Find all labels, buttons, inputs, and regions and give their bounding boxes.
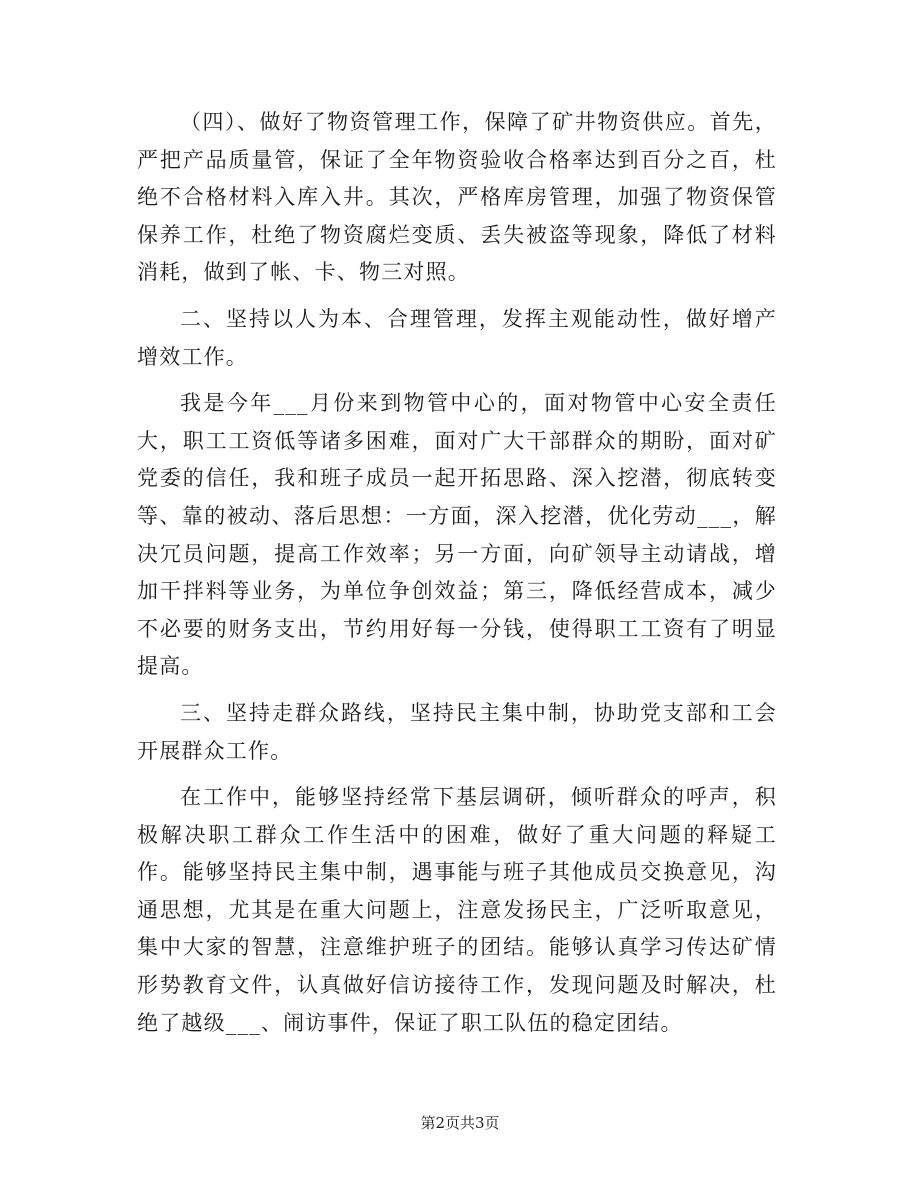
page-number-indicator: 第2页共3页 [420, 1114, 500, 1132]
page-footer [0, 1112, 920, 1134]
document-body [137, 104, 777, 1051]
heading-mass-line: 三、坚持走群众路线，坚持民主集中制，协助党支部和工会开展群众工作。 [137, 700, 777, 763]
paragraph-materials-management: （四）、做好了物资管理工作，保障了矿井物资供应。首先，严把产品质量管，保证了全年物资验收合格率达到百分之百，杜绝不合格材料入库入井。其次，严格库房管理，加强了物资保管保养工作，杜绝了物资腐烂变质、丢失被盗等现象，降低了材料消耗，做到了帐、卡、物三对照。 [137, 110, 777, 285]
heading-people-oriented: 二、坚持以人为本、合理管理，发挥主观能动性，做好增产增效工作。 [137, 306, 777, 369]
paragraph-efficiency-work: 我是今年___月份来到物管中心的，面对物管中心安全责任大，职工工资低等诸多困难，面对广大干部群众的期盼，面对矿党委的信任，我和班子成员一起开拓思路、深入挖潜，彻底转变等、靠的被动、落后思想：一方面，深入挖潜，优化劳动___，解决冗员问题，提高工作效率；另一方面，向矿领导主动请战，增加干拌料等业务，为单位争创效益；第三，降低经营成本，减少不必要的财务支出，节约用好每一分钱，使得职工工资有了明显提高。 [137, 391, 777, 679]
paragraph-mass-work: 在工作中，能够坚持经常下基层调研，倾听群众的呼声，积极解决职工群众工作生活中的困难，做好了重大问题的释疑工作。能够坚持民主集中制，遇事能与班子其他成员交换意见，沟通思想，尤其是在重大问题上，注意发扬民主，广泛听取意见，集中大家的智慧，注意维护班子的团结。能够认真学习传达矿情形势教育文件，认真做好信访接待工作，发现问题及时解决，杜绝了越级___、闹访事件，保证了职工队伍的稳定团结。 [137, 785, 777, 1035]
